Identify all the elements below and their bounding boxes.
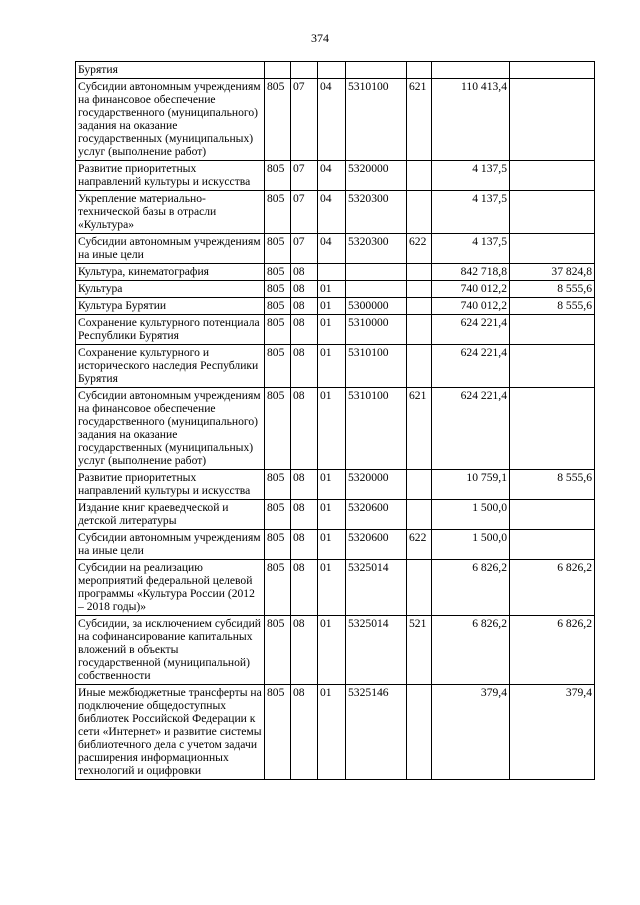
cell-section-code: 08 — [291, 315, 318, 345]
cell-target-code: 5320000 — [346, 470, 407, 500]
cell-section-code: 07 — [291, 191, 318, 234]
cell-ministry-code: 805 — [265, 685, 291, 780]
cell-amount: 4 137,5 — [432, 191, 510, 234]
cell-amount: 1 500,0 — [432, 530, 510, 560]
cell-expense-type: 521 — [407, 616, 432, 685]
table-row — [76, 264, 595, 281]
table-row — [76, 560, 595, 616]
cell-amount: 624 221,4 — [432, 388, 510, 470]
table-row — [76, 685, 595, 780]
cell-amount: 624 221,4 — [432, 345, 510, 388]
cell-section-code: 08 — [291, 685, 318, 780]
cell-expense-type — [407, 500, 432, 530]
cell-amount-federal: 8 555,6 — [510, 470, 595, 500]
cell-subsection-code: 04 — [318, 161, 346, 191]
cell-expense-type — [407, 62, 432, 79]
cell-ministry-code: 805 — [265, 298, 291, 315]
cell-section-code: 08 — [291, 281, 318, 298]
cell-target-code: 5320000 — [346, 161, 407, 191]
cell-expense-type: 621 — [407, 388, 432, 470]
cell-ministry-code: 805 — [265, 500, 291, 530]
cell-amount: 740 012,2 — [432, 281, 510, 298]
cell-expense-type — [407, 264, 432, 281]
cell-section-code: 08 — [291, 530, 318, 560]
cell-amount: 624 221,4 — [432, 315, 510, 345]
table-row — [76, 281, 595, 298]
cell-amount-federal — [510, 161, 595, 191]
cell-amount-federal — [510, 388, 595, 470]
cell-name: Субсидии на реализацию мероприятий федеральной целевой программы «Культура России (2012 – 2018 годы)» — [76, 560, 265, 616]
cell-target-code: 5310100 — [346, 79, 407, 161]
cell-ministry-code: 805 — [265, 560, 291, 616]
cell-name: Укрепление материально-технической базы в отрасли «Культура» — [76, 191, 265, 234]
cell-section-code: 07 — [291, 234, 318, 264]
cell-section-code: 08 — [291, 470, 318, 500]
cell-amount — [432, 62, 510, 79]
cell-subsection-code: 01 — [318, 470, 346, 500]
cell-expense-type: 622 — [407, 234, 432, 264]
cell-ministry-code: 805 — [265, 315, 291, 345]
cell-amount-federal — [510, 234, 595, 264]
cell-subsection-code: 01 — [318, 345, 346, 388]
cell-ministry-code: 805 — [265, 161, 291, 191]
table-row — [76, 530, 595, 560]
cell-name: Культура Бурятии — [76, 298, 265, 315]
cell-amount-federal — [510, 79, 595, 161]
table-row — [76, 315, 595, 345]
table-row — [76, 298, 595, 315]
table-row — [76, 345, 595, 388]
cell-amount-federal — [510, 530, 595, 560]
cell-name: Субсидии, за исключением субсидий на софинансирование капитальных вложений в объекты государственной (муниципальной) собственности — [76, 616, 265, 685]
cell-ministry-code: 805 — [265, 530, 291, 560]
table-row — [76, 79, 595, 161]
cell-name: Иные межбюджетные трансферты на подключение общедоступных библиотек Российской Федерации к сети «Интернет» и развитие системы библиотечного дела с учетом задачи расширения информационных технологий и оцифровки — [76, 685, 265, 780]
cell-name: Культура, кинематография — [76, 264, 265, 281]
cell-amount-federal: 8 555,6 — [510, 298, 595, 315]
cell-amount: 6 826,2 — [432, 560, 510, 616]
cell-target-code: 5320600 — [346, 500, 407, 530]
cell-name: Сохранение культурного и исторического наследия Республики Бурятия — [76, 345, 265, 388]
cell-target-code — [346, 281, 407, 298]
cell-amount: 110 413,4 — [432, 79, 510, 161]
table-row — [76, 388, 595, 470]
cell-target-code: 5320600 — [346, 530, 407, 560]
cell-target-code — [346, 264, 407, 281]
page-number: 374 — [311, 31, 329, 45]
table-row — [76, 234, 595, 264]
cell-amount: 842 718,8 — [432, 264, 510, 281]
cell-subsection-code — [318, 264, 346, 281]
cell-amount-federal: 8 555,6 — [510, 281, 595, 298]
cell-subsection-code: 01 — [318, 281, 346, 298]
cell-ministry-code: 805 — [265, 264, 291, 281]
cell-name: Субсидии автономным учреждениям на иные цели — [76, 530, 265, 560]
cell-target-code — [346, 62, 407, 79]
cell-section-code: 07 — [291, 79, 318, 161]
cell-subsection-code: 04 — [318, 191, 346, 234]
cell-target-code: 5320300 — [346, 234, 407, 264]
table-row — [76, 62, 595, 79]
cell-subsection-code: 04 — [318, 234, 346, 264]
table-row — [76, 500, 595, 530]
cell-target-code: 5325146 — [346, 685, 407, 780]
cell-amount: 740 012,2 — [432, 298, 510, 315]
cell-section-code: 08 — [291, 264, 318, 281]
cell-amount-federal — [510, 345, 595, 388]
table-row — [76, 191, 595, 234]
cell-subsection-code: 01 — [318, 298, 346, 315]
cell-expense-type — [407, 685, 432, 780]
cell-subsection-code: 04 — [318, 79, 346, 161]
cell-amount-federal: 37 824,8 — [510, 264, 595, 281]
cell-amount: 4 137,5 — [432, 161, 510, 191]
cell-amount-federal: 6 826,2 — [510, 616, 595, 685]
cell-amount-federal: 6 826,2 — [510, 560, 595, 616]
cell-subsection-code: 01 — [318, 560, 346, 616]
cell-amount-federal — [510, 315, 595, 345]
cell-ministry-code: 805 — [265, 345, 291, 388]
cell-expense-type — [407, 470, 432, 500]
cell-section-code: 08 — [291, 298, 318, 315]
cell-target-code: 5310000 — [346, 315, 407, 345]
cell-amount-federal — [510, 500, 595, 530]
cell-section-code: 08 — [291, 560, 318, 616]
cell-name: Сохранение культурного потенциала Республики Бурятия — [76, 315, 265, 345]
cell-name: Развитие приоритетных направлений культуры и искусства — [76, 161, 265, 191]
cell-subsection-code: 01 — [318, 685, 346, 780]
cell-expense-type: 621 — [407, 79, 432, 161]
table-row — [76, 161, 595, 191]
cell-section-code — [291, 62, 318, 79]
cell-name: Культура — [76, 281, 265, 298]
table-row — [76, 470, 595, 500]
cell-subsection-code: 01 — [318, 530, 346, 560]
cell-target-code: 5310100 — [346, 388, 407, 470]
cell-subsection-code: 01 — [318, 500, 346, 530]
cell-target-code: 5310100 — [346, 345, 407, 388]
cell-expense-type — [407, 345, 432, 388]
cell-ministry-code: 805 — [265, 616, 291, 685]
cell-target-code: 5325014 — [346, 560, 407, 616]
cell-section-code: 08 — [291, 345, 318, 388]
cell-name: Издание книг краеведческой и детской литературы — [76, 500, 265, 530]
cell-ministry-code: 805 — [265, 191, 291, 234]
cell-name: Субсидии автономным учреждениям на финансовое обеспечение государственного (муниципального) задания на оказание государственных (муниципальных) услуг (выполнение работ) — [76, 79, 265, 161]
cell-amount: 4 137,5 — [432, 234, 510, 264]
cell-section-code: 08 — [291, 500, 318, 530]
cell-amount-federal — [510, 62, 595, 79]
cell-amount: 6 826,2 — [432, 616, 510, 685]
cell-name: Развитие приоритетных направлений культуры и искусства — [76, 470, 265, 500]
cell-amount: 10 759,1 — [432, 470, 510, 500]
cell-target-code: 5320300 — [346, 191, 407, 234]
cell-ministry-code — [265, 62, 291, 79]
cell-name: Субсидии автономным учреждениям на иные цели — [76, 234, 265, 264]
cell-expense-type: 622 — [407, 530, 432, 560]
cell-expense-type — [407, 298, 432, 315]
cell-expense-type — [407, 560, 432, 616]
cell-section-code: 07 — [291, 161, 318, 191]
cell-amount: 379,4 — [432, 685, 510, 780]
cell-section-code: 08 — [291, 616, 318, 685]
cell-ministry-code: 805 — [265, 388, 291, 470]
cell-target-code: 5300000 — [346, 298, 407, 315]
budget-table — [75, 61, 595, 780]
cell-name: Субсидии автономным учреждениям на финансовое обеспечение государственного (муниципального) задания на оказание государственных (муниципальных) услуг (выполнение работ) — [76, 388, 265, 470]
cell-expense-type — [407, 281, 432, 298]
cell-subsection-code: 01 — [318, 616, 346, 685]
table-body — [76, 62, 595, 780]
cell-name: Бурятия — [76, 62, 265, 79]
cell-ministry-code: 805 — [265, 470, 291, 500]
cell-expense-type — [407, 191, 432, 234]
table-row — [76, 616, 595, 685]
cell-ministry-code: 805 — [265, 79, 291, 161]
cell-section-code: 08 — [291, 388, 318, 470]
cell-amount: 1 500,0 — [432, 500, 510, 530]
cell-subsection-code — [318, 62, 346, 79]
cell-subsection-code: 01 — [318, 388, 346, 470]
cell-expense-type — [407, 315, 432, 345]
cell-amount-federal — [510, 191, 595, 234]
cell-ministry-code: 805 — [265, 281, 291, 298]
cell-ministry-code: 805 — [265, 234, 291, 264]
cell-target-code: 5325014 — [346, 616, 407, 685]
cell-expense-type — [407, 161, 432, 191]
cell-subsection-code: 01 — [318, 315, 346, 345]
cell-amount-federal: 379,4 — [510, 685, 595, 780]
